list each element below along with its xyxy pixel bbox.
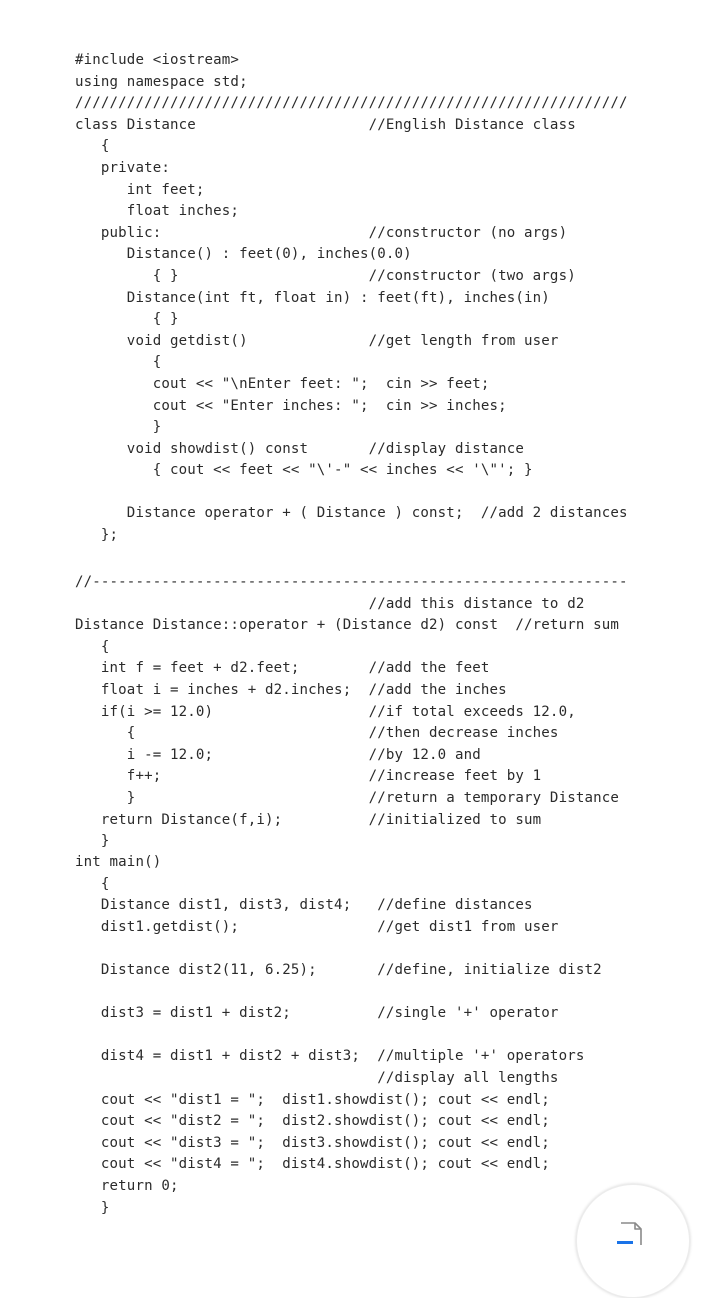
- operator-code-line: if(i >= 12.0) //if total exceeds 12.0,: [75, 703, 576, 720]
- main-code-line: [75, 1025, 710, 1047]
- operator-code-line: float i = inches + d2.inches; //add the inches: [75, 681, 507, 698]
- operator-code-line: {: [75, 638, 110, 655]
- class-code-line: { } //constructor (two args): [75, 267, 576, 284]
- class-definition-block: [75, 50, 710, 547]
- class-code-line: cout << "Enter inches: "; cin >> inches;: [75, 397, 507, 414]
- class-code-line: void getdist() //get length from user: [75, 332, 559, 349]
- class-code-line: { }: [75, 311, 179, 328]
- main-code-line: cout << "dist2 = "; dist2.showdist(); cout << endl;: [75, 1113, 550, 1130]
- main-code-line: dist4 = dist1 + dist2 + dist3; //multiple '+' operators: [75, 1048, 585, 1065]
- class-code-line: {: [75, 138, 110, 155]
- class-code-line: };: [75, 527, 119, 544]
- main-function-block: [75, 852, 710, 1219]
- main-code-line: cout << "dist4 = "; dist4.showdist(); cout << endl;: [75, 1156, 550, 1173]
- operator-code-line: i -= 12.0; //by 12.0 and: [75, 746, 481, 763]
- class-code-line: private:: [75, 159, 170, 176]
- class-code-line: }: [75, 419, 162, 436]
- class-code-line: [75, 482, 710, 504]
- class-code-line: ////////////////////////////////////////////////////////////////: [75, 95, 628, 112]
- operator-definition-block: [75, 572, 710, 853]
- class-code-line: class Distance //English Distance class: [75, 116, 576, 133]
- floating-action-button[interactable]: [576, 1184, 690, 1298]
- main-code-line: Distance dist2(11, 6.25); //define, initialize dist2: [75, 961, 602, 978]
- operator-code-line: Distance Distance::operator + (Distance d2) const //return sum: [75, 617, 620, 634]
- main-code-line: return 0;: [75, 1177, 179, 1194]
- document-icon: [615, 1215, 651, 1251]
- main-code-line: [75, 938, 710, 960]
- main-code-line: [75, 982, 710, 1004]
- main-code-line: dist3 = dist1 + dist2; //single '+' operator: [75, 1005, 559, 1022]
- class-code-line: void showdist() const //display distance: [75, 440, 525, 457]
- operator-code-line: f++; //increase feet by 1: [75, 768, 542, 785]
- operator-code-line: return Distance(f,i); //initialized to sum: [75, 811, 542, 828]
- main-code-line: Distance dist1, dist3, dist4; //define distances: [75, 897, 533, 914]
- class-code-line: public: //constructor (no args): [75, 224, 568, 241]
- operator-code-line: //--------------------------------------------------------------: [75, 574, 628, 590]
- main-code-line: //display all lengths: [75, 1069, 559, 1086]
- main-code-line: int main(): [75, 854, 162, 870]
- class-code-line: {: [75, 354, 162, 371]
- class-code-line: { cout << feet << "\'-" << inches << '\"'; }: [75, 462, 533, 479]
- class-code-line: cout << "\nEnter feet: "; cin >> feet;: [75, 375, 490, 392]
- operator-code-line: } //return a temporary Distance: [75, 789, 620, 806]
- operator-code-line: //add this distance to d2: [75, 595, 585, 612]
- main-code-line: }: [75, 1199, 110, 1216]
- class-code-line: using namespace std;: [75, 73, 248, 90]
- class-code-line: Distance operator + ( Distance ) const; //add 2 distances: [75, 505, 628, 522]
- class-code-line: float inches;: [75, 203, 240, 220]
- main-code-line: cout << "dist1 = "; dist1.showdist(); cout << endl;: [75, 1091, 550, 1108]
- class-code-line: #include <iostream>: [75, 52, 240, 68]
- operator-code-line: }: [75, 833, 110, 850]
- main-code-line: dist1.getdist(); //get dist1 from user: [75, 918, 559, 935]
- main-code-line: cout << "dist3 = "; dist3.showdist(); cout << endl;: [75, 1134, 550, 1151]
- operator-code-line: { //then decrease inches: [75, 725, 559, 742]
- main-code-line: {: [75, 875, 110, 892]
- operator-code-line: int f = feet + d2.feet; //add the feet: [75, 660, 490, 677]
- class-code-line: Distance(int ft, float in) : feet(ft), inches(in): [75, 289, 550, 306]
- class-code-line: Distance() : feet(0), inches(0.0): [75, 246, 412, 263]
- class-code-line: int feet;: [75, 181, 205, 198]
